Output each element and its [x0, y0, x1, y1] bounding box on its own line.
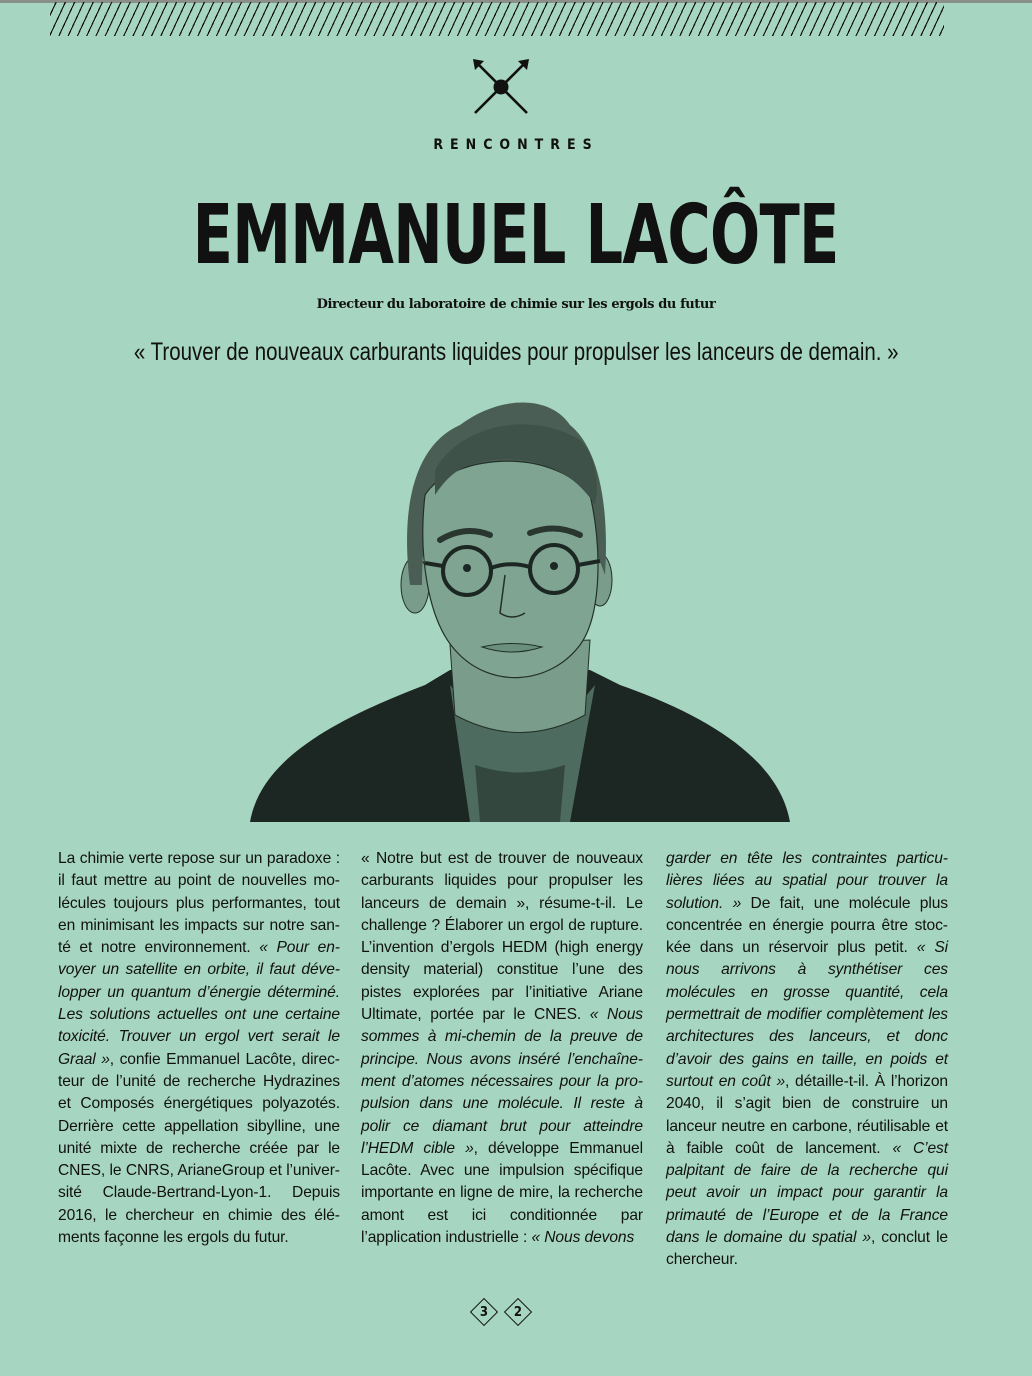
portrait-tshirt: [475, 765, 565, 822]
title-text: EMMANUEL LACÔTE: [192, 188, 840, 283]
page-digit-diamond: [503, 1297, 533, 1327]
hatched-header-band: [50, 2, 944, 36]
col3-quote: « C’est palpitant de faire de la recherche qui peut avoir un impact pour garantir la primauté de l’Europe et de la France dans le domaine du spatial »: [666, 1139, 948, 1247]
col3-quote: « Si nous arrivons à synthétiser ces molécules en grosse quantité, cela permettrait de modifier complètement les architectures des lanceurs, et donc d’avoir des gains en taille, en poids et surtout en coût »: [666, 939, 948, 1090]
col2-segment: , développe Emmanuel Lacôte. Avec une impulsion spécifique importante en ligne de mire, la recherche amont est ici conditionnée par l’application industrielle :: [361, 1139, 643, 1247]
article-column-3: [666, 848, 948, 1272]
page-digit: 3: [479, 1304, 489, 1320]
col1-segment: La chimie verte repose sur un paradoxe : il faut mettre au point de nouvelles molécules toujours plus performantes, tout en minimisant les impacts sur notre santé et notre environnement.: [58, 850, 340, 957]
page-digit: 2: [513, 1304, 523, 1320]
col2-quote: « Nous devons: [531, 1229, 635, 1247]
col3-segment: , conclut le chercheur.: [666, 1229, 949, 1269]
col2-quote: « Nous sommes à mi-chemin de la preuve de principe. Nous avons inséré l’enchaînement d’atomes nécessaires pour la propulsion dans une molécule. Il reste à polir ce diamant brut pour atteindre l’HEDM cible »: [361, 1006, 643, 1157]
portrait-illustration: [250, 385, 790, 822]
page-title: [0, 186, 1032, 286]
subtitle: Directeur du laboratoire de chimie sur les ergols du futur: [316, 297, 716, 312]
col3-segment: De fait, une molécule plus concentrée en énergie pourra être stockée dans un réservoir plus petit.: [666, 894, 948, 957]
article-column-2: [361, 848, 643, 1249]
col1-quote: « Pour envoyer un satellite en orbite, il faut développer un quantum d’énergie déterminé. Les solutions actuelles ont une certaine toxicité. Trouver un ergol vert serait le Graal »: [58, 939, 340, 1068]
col3-quote: garder en tête les contraintes particulières liées au spatial pour trouver la solution. »: [666, 850, 948, 912]
page-digit-diamond: [469, 1297, 499, 1327]
col3-segment: , détaille-t-il. À l’horizon 2040, il s’agit bien de construire un lanceur neutre en carbone, réutilisable et à faible coût de lancement.: [666, 1072, 948, 1157]
col2-segment: « Notre but est de trouver de nouveaux carburants liquides pour propulser les lanceurs de demain », résume-t-il. Le challenge ? Élaborer un ergol de rupture. L’invention d’ergols HEDM (high energy density material) constitue l’une des pistes explorées par l’initiative Ariane Ultimate, portée par le CNES.: [361, 850, 643, 1024]
pull-quote: [0, 334, 1032, 370]
article-column-1: [58, 848, 340, 1249]
pull-quote-text: « Trouver de nouveaux carburants liquides pour propulser les lanceurs de demain. »: [133, 338, 899, 366]
page-number: [467, 1297, 537, 1327]
crossed-arrows-icon: [470, 56, 532, 118]
col1-segment: , confie Emmanuel Lacôte, directeur de l’unité de recherche Hydrazines et Composés énergétiques polyazotés. Derrière cette appellation sibylline, une unité mixte de recherche créée par le CNES, le CNRS, ArianeGroup et l’université Claude-Bertrand-Lyon-1. Depuis 2016, le chercheur en chimie des éléments façonne les ergols du futur.: [58, 1050, 340, 1247]
section-label: RENCONTRES: [433, 137, 599, 153]
